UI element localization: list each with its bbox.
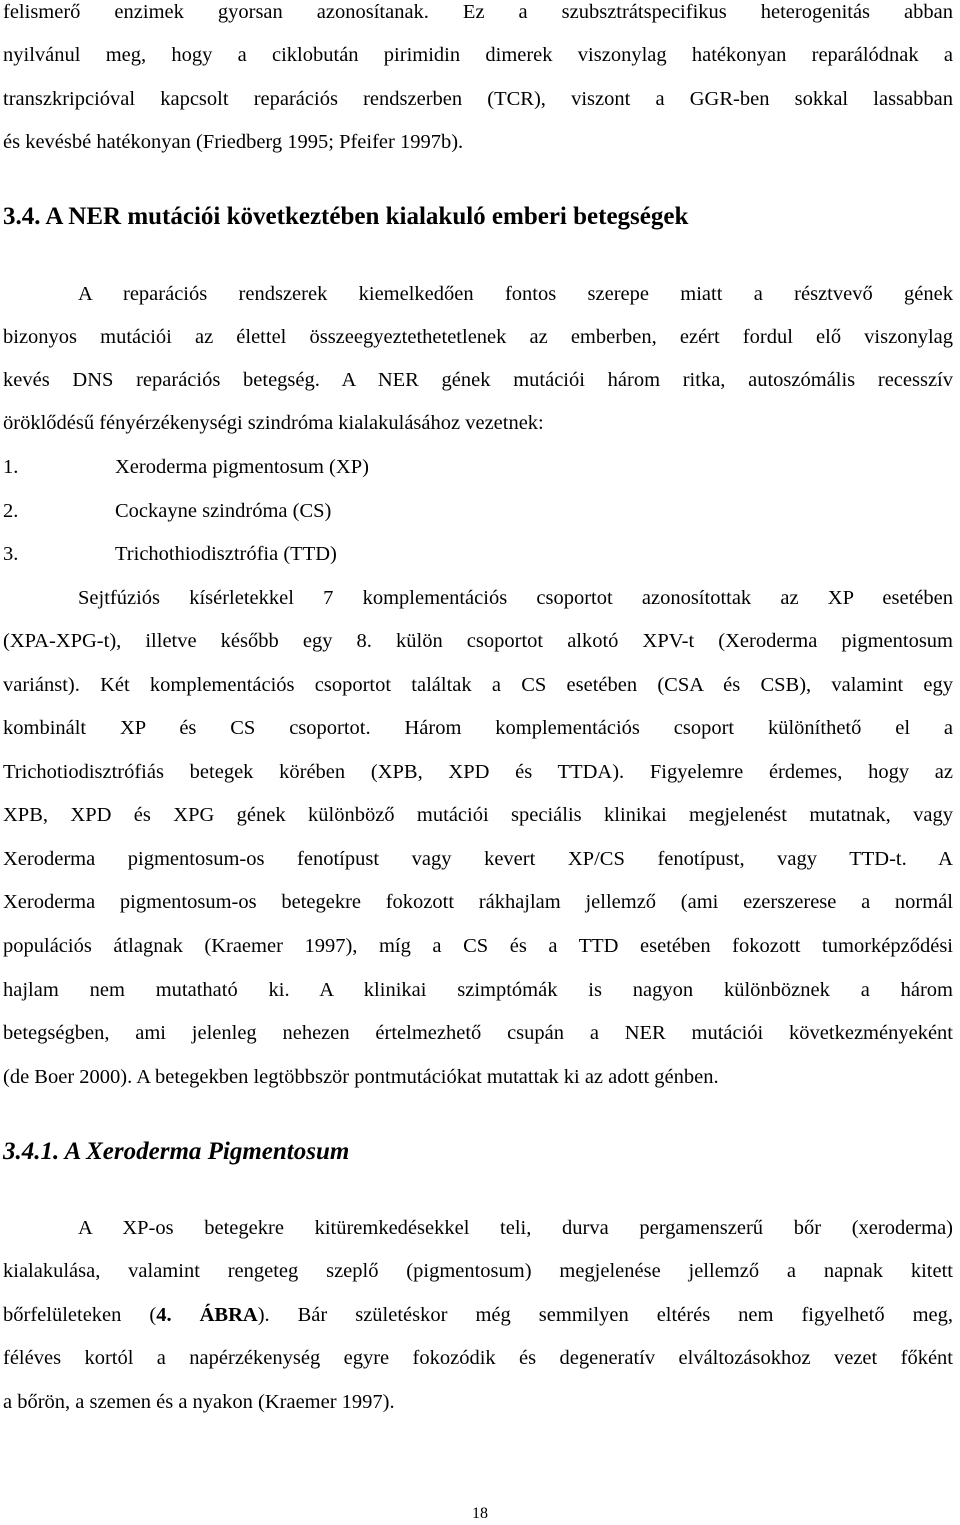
text-line: és kevésbé hatékonyan (Friedberg 1995; Pfeifer 1997b). xyxy=(3,131,464,153)
section-heading: 3.4. A NER mutációi következtében kialakuló emberi betegségek xyxy=(3,203,689,230)
list-item xyxy=(3,544,337,565)
text-line: nyilvánul meg, hogy a ciklobután pirimidin dimerek viszonylag hatékonyan reparálódnak a xyxy=(3,44,953,66)
text-line: kombinált XP és CS csoportot. Három komplementációs csoport különíthető el a xyxy=(3,717,953,739)
text-line: transzkripcióval kapcsolt reparációs rendszerben (TCR), viszont a GGR-ben sokkal lassabban xyxy=(3,88,953,110)
text-line: Xeroderma pigmentosum-os betegekre fokozott rákhajlam jellemző (ami ezerszerese a normál xyxy=(3,891,953,913)
list-number: 2. xyxy=(3,500,19,522)
text-line: A reparációs rendszerek kiemelkedően fontos szerepe miatt a résztvevő gének xyxy=(78,283,953,305)
text-line: kialakulása, valamint rengeteg szeplő (pigmentosum) megjelenése jellemző a napnak kitett xyxy=(3,1260,953,1282)
list-text: Xeroderma pigmentosum (XP) xyxy=(115,456,369,478)
text-line: variánst). Két komplementációs csoportot találtak a CS esetében (CSA és CSB), valamint egy xyxy=(3,674,953,696)
text-line: populációs átlagnak (Kraemer 1997), míg a CS és a TTD esetében fokozott tumorképződési xyxy=(3,935,953,957)
text-line: féléves kortól a napérzékenység egyre fokozódik és degeneratív elváltozásokhoz vezet főként xyxy=(3,1347,953,1369)
text-line: Xeroderma pigmentosum-os fenotípust vagy kevert XP/CS fenotípust, vagy TTD-t. A xyxy=(3,848,953,870)
text-line: A XP-os betegekre kitüremkedésekkel teli, durva pergamenszerű bőr (xeroderma) xyxy=(78,1217,953,1239)
list-text: Cockayne szindróma (CS) xyxy=(115,500,332,522)
page-number: 18 xyxy=(472,1505,488,1522)
list-item xyxy=(3,457,369,478)
list-number: 1. xyxy=(3,456,19,478)
text-line: (de Boer 2000). A betegekben legtöbbször pontmutációkat mutattak ki az adott génben. xyxy=(3,1066,719,1088)
text-line: kevés DNS reparációs betegség. A NER gének mutációi három ritka, autoszómális recesszív xyxy=(3,369,953,391)
list-text: Trichothiodisztrófia (TTD) xyxy=(115,543,337,565)
text-line: felismerő enzimek gyorsan azonosítanak. Ez a szubsztrátspecifikus heterogenitás abban xyxy=(3,1,953,23)
figure-reference: 4. ÁBRA xyxy=(156,1304,258,1326)
text-line: hajlam nem mutatható ki. A klinikai szimptómák is nagyon különböznek a három xyxy=(3,979,953,1001)
list-item xyxy=(3,501,331,522)
text-line: XPB, XPD és XPG gének különböző mutációi speciális klinikai megjelenést mutatnak, vagy xyxy=(3,804,953,826)
text-line: Sejtfúziós kísérletekkel 7 komplementációs csoportot azonosítottak az XP esetében xyxy=(78,587,953,609)
text-line: (XPA-XPG-t), illetve később egy 8. külön csoportot alkotó XPV-t (Xeroderma pigmentosum xyxy=(3,630,953,652)
text-line: betegségben, ami jelenleg nehezen értelmezhető csupán a NER mutációi következményeként xyxy=(3,1022,953,1044)
text-line xyxy=(3,1305,953,1326)
subsection-heading: 3.4.1. A Xeroderma Pigmentosum xyxy=(3,1138,350,1165)
text-line: bizonyos mutációi az élettel összeegyeztethetetlenek az emberben, ezért fordul elő viszonylag xyxy=(3,326,953,348)
text-segment: bőrfelületeken ( xyxy=(3,1304,157,1326)
text-segment: ). Bár születéskor még semmilyen eltérés nem figyelhető meg, xyxy=(257,1304,954,1326)
text-line: Trichotiodisztrófiás betegek körében (XPB, XPD és TTDA). Figyelemre érdemes, hogy az xyxy=(3,761,953,783)
text-line: öröklődésű fényérzékenységi szindróma kialakulásához vezetnek: xyxy=(3,412,544,434)
list-number: 3. xyxy=(3,543,19,565)
text-line: a bőrön, a szemen és a nyakon (Kraemer 1997). xyxy=(3,1391,395,1413)
